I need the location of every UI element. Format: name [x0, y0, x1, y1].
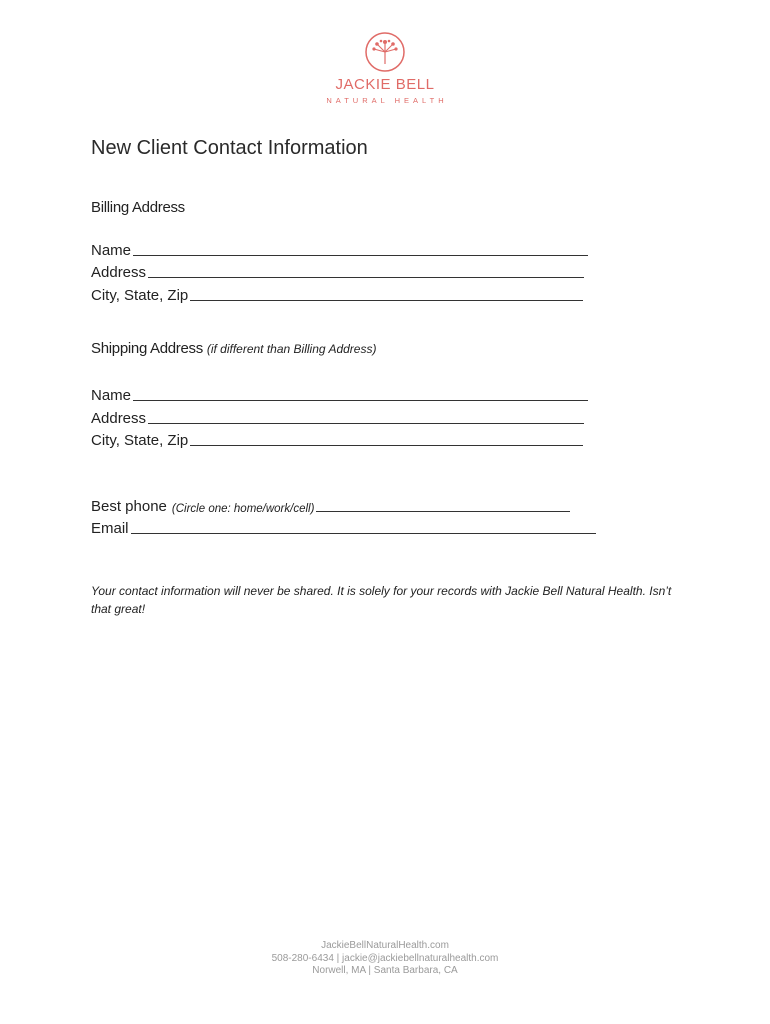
shipping-name-blank[interactable] — [133, 384, 588, 401]
billing-name-field[interactable] — [91, 237, 588, 259]
billing-city-field[interactable] — [91, 282, 583, 304]
page-title: New Client Contact Information — [91, 137, 368, 159]
logo-name: JACKIE BELL — [335, 76, 435, 93]
shipping-heading-label: Shipping Address — [91, 340, 203, 357]
billing-city-label: City, State, Zip — [91, 287, 189, 304]
billing-address-field[interactable] — [91, 259, 584, 281]
footer — [0, 940, 770, 978]
email-label: Email — [91, 520, 129, 537]
phone-blank[interactable] — [316, 495, 570, 512]
shipping-name-label: Name — [91, 387, 132, 404]
billing-name-label: Name — [91, 242, 132, 259]
flower-seal-icon — [363, 30, 407, 74]
email-field[interactable] — [91, 515, 596, 537]
billing-address-blank[interactable] — [148, 261, 584, 278]
billing-heading: Billing Address — [91, 199, 185, 216]
privacy-notice: Your contact information will never be shared. It is solely for your records with Jackie Bell Natural Health. Isn’t that great! — [91, 584, 672, 616]
phone-hint: (Circle one: home/work/cell) — [171, 503, 315, 515]
shipping-address-blank[interactable] — [148, 407, 584, 424]
shipping-heading-note: (if different than Billing Address) — [206, 342, 377, 356]
logo — [0, 30, 770, 105]
shipping-city-blank[interactable] — [190, 429, 583, 446]
billing-address-label: Address — [91, 264, 147, 281]
footer-website: JackieBellNaturalHealth.com — [321, 940, 449, 951]
shipping-heading — [91, 340, 376, 357]
logo-tagline: NATURAL HEALTH — [326, 96, 448, 105]
phone-field[interactable] — [91, 493, 570, 515]
billing-city-blank[interactable] — [190, 284, 583, 301]
shipping-address-label: Address — [91, 410, 147, 427]
shipping-city-label: City, State, Zip — [91, 432, 189, 449]
footer-locations: Norwell, MA | Santa Barbara, CA — [312, 965, 458, 976]
shipping-city-field[interactable] — [91, 427, 583, 449]
shipping-address-field[interactable] — [91, 405, 584, 427]
shipping-name-field[interactable] — [91, 382, 588, 404]
footer-contact: 508-280-6434 | jackie@jackiebellnaturalhealth.com — [271, 952, 499, 964]
email-blank[interactable] — [131, 517, 596, 534]
phone-label: Best phone — [91, 498, 167, 515]
billing-name-blank[interactable] — [133, 239, 588, 256]
